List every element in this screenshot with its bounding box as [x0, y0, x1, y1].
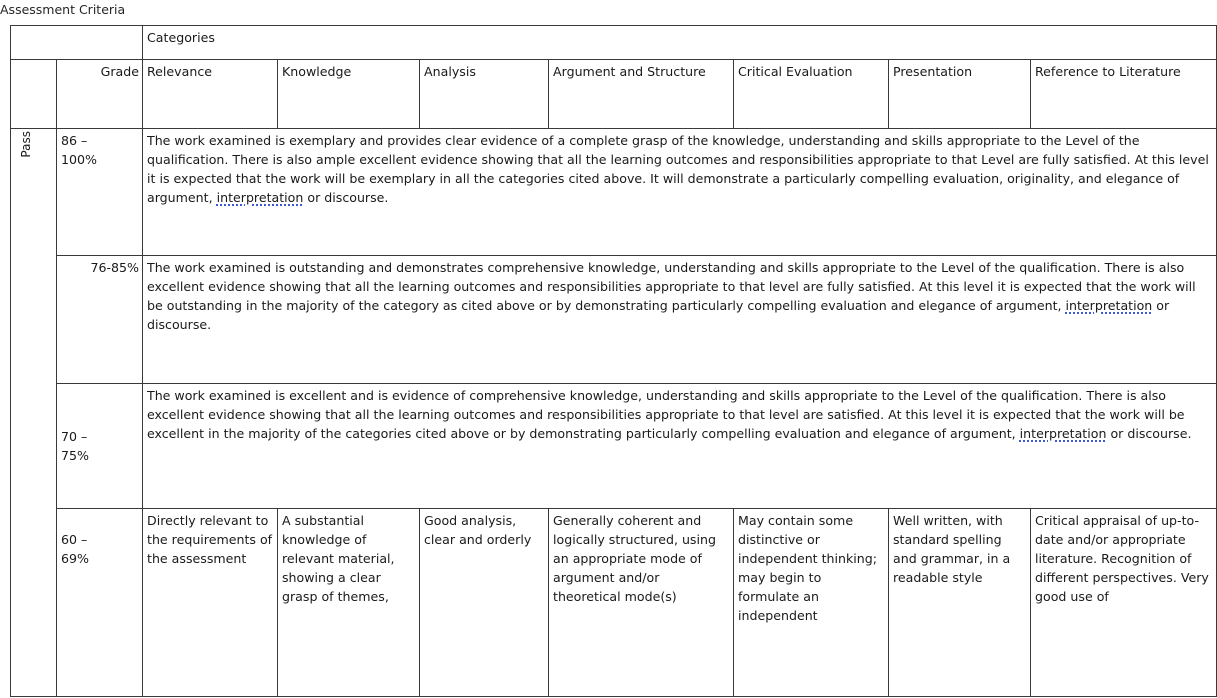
grade-value: 76-85% — [90, 260, 139, 275]
spelling-flag: interpretation — [1065, 298, 1153, 313]
grade-cell — [57, 129, 143, 256]
grade-cell — [57, 509, 143, 697]
pass-band-cell — [11, 129, 57, 697]
criteria-cell-critical-evaluation: May contain some distinctive or independent thinking; may begin to formulate an independent — [734, 509, 889, 697]
document-title: Assessment Criteria — [0, 2, 126, 17]
assessment-criteria-table — [10, 25, 1217, 697]
spelling-flag: interpretation — [216, 190, 304, 205]
grade-description — [143, 256, 1217, 384]
column-header-relevance: Relevance — [143, 60, 278, 129]
grade-row-76-85 — [11, 256, 1217, 384]
column-header-analysis: Analysis — [420, 60, 549, 129]
grade-row-60-69 — [11, 509, 1217, 697]
grade-description — [143, 129, 1217, 256]
grade-value: 70 – 75% — [61, 429, 89, 463]
column-header-reference-literature: Reference to Literature — [1031, 60, 1217, 129]
empty-corner-cell — [11, 60, 57, 129]
grade-cell — [57, 384, 143, 509]
grade-description — [143, 384, 1217, 509]
grade-value: 86 – 100% — [61, 133, 98, 167]
grade-cell — [57, 256, 143, 384]
column-header-critical-evaluation: Critical Evaluation — [734, 60, 889, 129]
column-header-row — [11, 60, 1217, 129]
criteria-cell-presentation: Well written, with standard spelling and grammar, in a readable style — [889, 509, 1031, 697]
column-header-argument-structure: Argument and Structure — [549, 60, 734, 129]
description-text: The work examined is exemplary and provides clear evidence of a complete grasp of the knowledge, understanding and skills appropriate to the Level of the qualification. There is also ample excellent evidence showing that all the learning outcomes and responsibilities appropriate to that Level are fully satisfied. At this level it is expected that the work will be exemplary in all the categories cited above. It will demonstrate a particularly compelling evaluation, originality, and elegance of argument, interpretation or discourse. — [147, 133, 1209, 205]
grade-value: 60 – 69% — [61, 532, 89, 566]
criteria-cell-reference-literature: Critical appraisal of up-to-date and/or appropriate literature. Recognition of different perspectives. Very good use of — [1031, 509, 1217, 697]
grade-row-86-100 — [11, 129, 1217, 256]
empty-header-cell — [11, 26, 143, 60]
grade-row-70-75 — [11, 384, 1217, 509]
spelling-flag: interpretation — [1019, 426, 1107, 441]
criteria-cell-analysis: Good analysis, clear and orderly — [420, 509, 549, 697]
categories-header: Categories — [143, 26, 1217, 60]
categories-row — [11, 26, 1217, 60]
column-header-knowledge: Knowledge — [278, 60, 420, 129]
description-text: The work examined is outstanding and demonstrates comprehensive knowledge, understanding and skills appropriate to the Level of the qualification. There is also excellent evidence showing that all the learning outcomes and responsibilities appropriate to that level are fully satisfied. At this level it is expected that the work will be outstanding in the majority of the category as cited above or by demonstrating particularly compelling evaluation and elegance of argument, interpretation or discourse. — [147, 260, 1196, 332]
criteria-cell-relevance: Directly relevant to the requirements of the assessment — [143, 509, 278, 697]
column-header-presentation: Presentation — [889, 60, 1031, 129]
criteria-cell-argument-structure: Generally coherent and logically structured, using an appropriate mode of argument and/or theoretical mode(s) — [549, 509, 734, 697]
pass-label: Pass — [19, 131, 33, 158]
criteria-cell-knowledge: A substantial knowledge of relevant material, showing a clear grasp of themes, — [278, 509, 420, 697]
grade-header: Grade — [57, 60, 143, 129]
description-text: The work examined is excellent and is evidence of comprehensive knowledge, understanding and skills appropriate to the Level of the qualification. There is also excellent evidence showing that all the learning outcomes and responsibilities appropriate to that level are satisfied. At this level it is expected that the work will be excellent in the majority of the categories cited above or by demonstrating particularly compelling evaluation and elegance of argument, interpretation or discourse. — [147, 388, 1192, 441]
